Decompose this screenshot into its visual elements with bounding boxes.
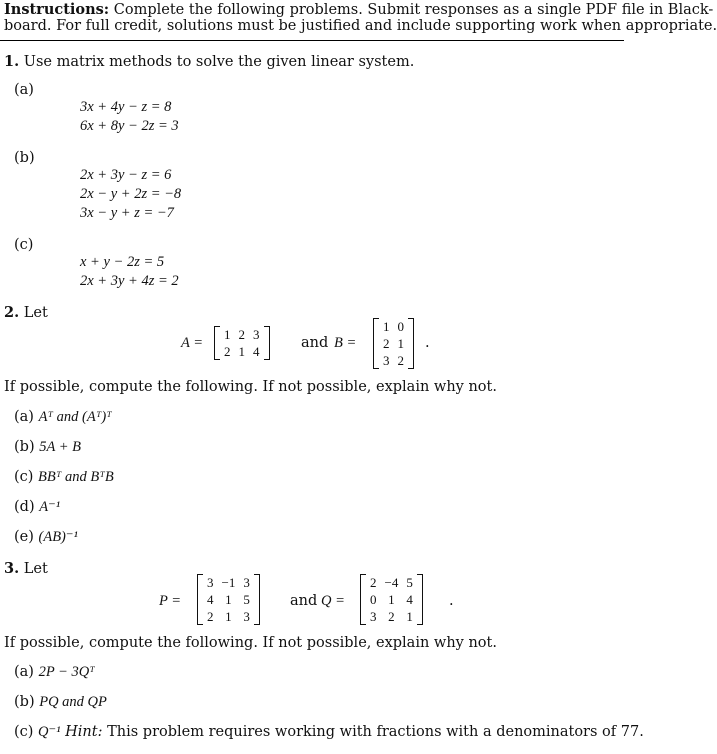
part-text: Aᵀ and (Aᵀ)ᵀ: [38, 409, 112, 425]
part-text: PQ and QP: [39, 694, 107, 710]
equation: 2x − y + 2z = −8: [80, 186, 182, 202]
matrix-cell: −1: [221, 575, 236, 590]
equation: 3x − y + z = −7: [80, 205, 174, 221]
problem-3c: [14, 724, 644, 741]
matrix-cell: 0: [370, 592, 377, 607]
problem-2-instruction: If possible, compute the following. If not possible, explain why not.: [4, 379, 497, 395]
problem-2c: [14, 469, 114, 486]
matrix-a: [214, 326, 270, 360]
matrix-cell: 1: [238, 344, 245, 359]
problem-2d: [14, 499, 60, 516]
instructions-label: Instructions:: [4, 1, 110, 18]
problem-2b: [14, 439, 81, 456]
problem-1-number: 1.: [4, 53, 20, 70]
problem-2a: [14, 409, 112, 426]
matrix-b-label: B =: [334, 335, 357, 351]
equation: 2x + 3y + 4z = 2: [80, 273, 179, 289]
part-label: (a): [14, 664, 34, 680]
part-text: Q⁻¹: [38, 724, 61, 740]
matrix-cell: 2: [207, 609, 214, 624]
part-label: (b): [14, 694, 35, 710]
problem-3-heading: [4, 560, 48, 577]
period: .: [425, 335, 430, 351]
problem-3-lead: Let: [23, 561, 48, 577]
problem-3b: [14, 694, 107, 711]
matrix-cell: 4: [253, 344, 260, 359]
part-label: (d): [14, 499, 35, 515]
header-rule: [0, 40, 624, 41]
part-label: (c): [14, 469, 34, 485]
and-text: and: [290, 593, 318, 609]
equation: 6x + 8y − 2z = 3: [80, 118, 179, 134]
matrix-cell: 3: [370, 609, 377, 624]
matrix-cell: 5: [406, 575, 413, 590]
matrix-cell: 5: [243, 592, 250, 607]
part-text: A⁻¹: [39, 499, 61, 515]
matrix-cell: 2: [388, 609, 395, 624]
matrix-q: [360, 574, 423, 625]
matrix-cell: 1: [388, 592, 395, 607]
problem-3-number: 3.: [4, 560, 20, 577]
part-label: (e): [14, 529, 34, 545]
bracket-right: [264, 326, 270, 360]
equation: x + y − 2z = 5: [80, 254, 165, 270]
matrix-cell: 1: [406, 609, 413, 624]
matrix-p-label: P =: [159, 593, 182, 609]
matrix-p: [197, 574, 260, 625]
problem-2e: [14, 529, 78, 546]
and-text: and: [301, 335, 329, 351]
part-text: 2P − 3Qᵀ: [38, 664, 95, 680]
part-text: (AB)⁻¹: [38, 529, 78, 545]
matrix-b: [373, 318, 414, 369]
problem-2-number: 2.: [4, 304, 20, 321]
equation: 2x + 3y − z = 6: [80, 167, 172, 183]
matrix-cell: 1: [383, 319, 390, 334]
part-text: 5A + B: [39, 439, 81, 455]
part-text: BBᵀ and BᵀB: [38, 469, 114, 485]
bracket-right: [408, 318, 414, 369]
matrix-cell: −4: [384, 575, 399, 590]
problem-2-lead: Let: [23, 305, 48, 321]
problem-1a-label: (a): [14, 82, 34, 98]
problem-3-instruction: If possible, compute the following. If not possible, explain why not.: [4, 635, 497, 651]
matrix-cell: 4: [207, 592, 214, 607]
bracket-right: [254, 574, 260, 625]
matrix-cell: 4: [406, 592, 413, 607]
matrix-cell: 1: [225, 609, 232, 624]
matrix-cell: 0: [397, 319, 404, 334]
matrix-cell: 1: [397, 336, 404, 351]
problem-1-prompt: Use matrix methods to solve the given linear system.: [23, 54, 415, 70]
problem-3a: [14, 664, 95, 681]
equation: 3x + 4y − z = 8: [80, 99, 172, 115]
instructions-text-1: Complete the following problems. Submit responses as a single PDF file in Black-: [113, 2, 714, 18]
hint-label: Hint:: [65, 724, 103, 740]
problem-1-heading: [4, 53, 414, 70]
matrix-cell: 3: [243, 609, 250, 624]
matrix-cell: 2: [238, 327, 245, 342]
matrix-cell: 1: [225, 592, 232, 607]
matrix-cell: 2: [383, 336, 390, 351]
part-label: (c): [14, 724, 34, 740]
matrix-q-label: Q =: [321, 593, 345, 609]
instructions-line-1: [4, 1, 713, 18]
hint-text: This problem requires working with fractions with a denominators of 77.: [107, 724, 644, 740]
matrix-cell: 3: [253, 327, 260, 342]
bracket-right: [417, 574, 423, 625]
period: .: [449, 593, 454, 609]
problem-1c-label: (c): [14, 237, 34, 253]
part-label: (b): [14, 439, 35, 455]
matrix-cell: 3: [243, 575, 250, 590]
matrix-cell: 2: [397, 353, 404, 368]
matrix-cell: 2: [370, 575, 377, 590]
instructions-line-2: board. For full credit, solutions must be justified and include supporting work when appropriate.: [4, 18, 717, 34]
part-label: (a): [14, 409, 34, 425]
matrix-cell: 1: [224, 327, 231, 342]
problem-1b-label: (b): [14, 150, 35, 166]
matrix-a-label: A =: [181, 335, 204, 351]
matrix-cell: 3: [207, 575, 214, 590]
matrix-cell: 2: [224, 344, 231, 359]
problem-2-heading: [4, 304, 48, 321]
matrix-cell: 3: [383, 353, 390, 368]
